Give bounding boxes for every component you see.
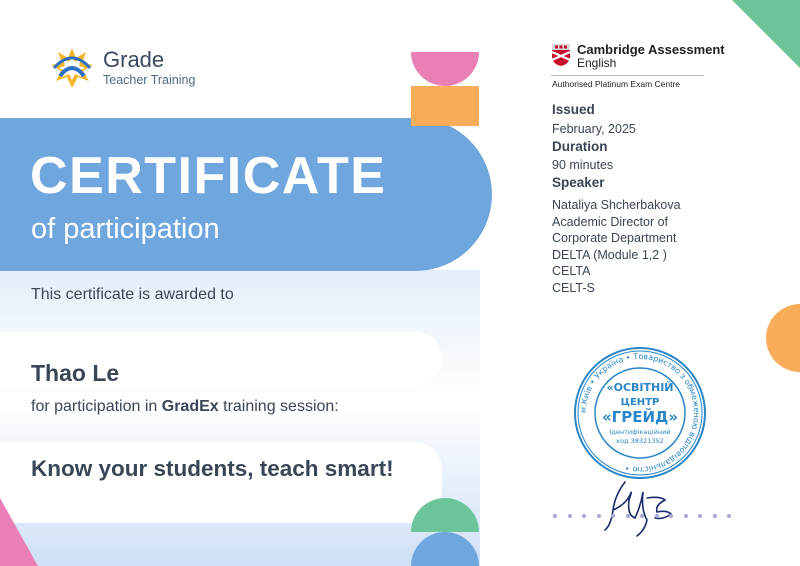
logo-name: Grade (103, 47, 165, 72)
speaker-line: DELTA (Module 1,2 ) (552, 247, 667, 262)
stamp-line2: ЦЕНТР (620, 397, 660, 408)
speaker-line: Corporate Department (552, 231, 677, 245)
cambridge-authorised: Authorised Platinum Exam Centre (552, 79, 681, 89)
dot (553, 514, 557, 518)
speaker-label: Speaker (552, 175, 605, 190)
dot (713, 514, 717, 518)
green-triangle-decoration (732, 0, 800, 68)
dot (684, 514, 688, 518)
recipient-name: Thao Le (31, 360, 120, 386)
stamp-ring-text: м.Київ • Україна • Товариство з обмеженою відповідальністю • (578, 351, 702, 475)
session-title: Know your students, teach smart! (31, 456, 394, 481)
dot (597, 514, 601, 518)
participation-line (31, 398, 339, 416)
pink-triangle-decoration (0, 498, 38, 566)
program-name: GradEx (161, 398, 219, 415)
dot (698, 514, 702, 518)
orange-rectangle-decoration (411, 86, 479, 126)
dot (626, 514, 630, 518)
stamp-line4: Ідентифікаційний (609, 428, 671, 436)
cambridge-sub: English (577, 56, 617, 70)
speaker-line: CELT-S (552, 280, 595, 295)
participation-suffix: training session: (223, 398, 339, 415)
certificate-title: CERTIFICATE (30, 147, 387, 205)
official-stamp (572, 345, 708, 481)
stamp-line5: код 38321352 (616, 437, 664, 445)
cambridge-divider (551, 75, 704, 76)
handwritten-signature (585, 470, 685, 540)
orange-circle-decoration (766, 304, 800, 372)
participation-prefix: for participation in (31, 398, 158, 415)
dot (727, 514, 731, 518)
awarded-text: This certificate is awarded to (31, 286, 234, 303)
grade-logo (50, 46, 195, 90)
dot (611, 514, 615, 518)
speaker-line: Nataliya Shcherbakova (552, 198, 681, 212)
logo-subtitle: Teacher Training (103, 73, 196, 87)
cambridge-logo (551, 43, 725, 70)
stamp-line3: «ГРЕЙД» (601, 408, 679, 426)
issued-value: February, 2025 (552, 122, 636, 136)
session-pill (0, 442, 442, 523)
issued-label: Issued (552, 102, 595, 117)
duration-label: Duration (552, 139, 608, 154)
speaker-details (552, 197, 681, 296)
certificate-subtitle: of participation (31, 213, 220, 245)
speaker-line: Academic Director of (552, 214, 669, 229)
dot (582, 514, 586, 518)
dot (655, 514, 659, 518)
stamp-line1: «ОСВІТНІЙ (606, 381, 674, 394)
duration-value: 90 minutes (552, 158, 614, 172)
cambridge-shield-icon (551, 43, 571, 67)
pink-semicircle-decoration (411, 52, 479, 86)
speaker-line: CELTA (552, 264, 591, 278)
starburst-icon (50, 46, 94, 90)
cambridge-name: Cambridge Assessment (577, 42, 725, 57)
dot (568, 514, 572, 518)
dot (669, 514, 673, 518)
dotted-line (553, 514, 731, 518)
dot (640, 514, 644, 518)
